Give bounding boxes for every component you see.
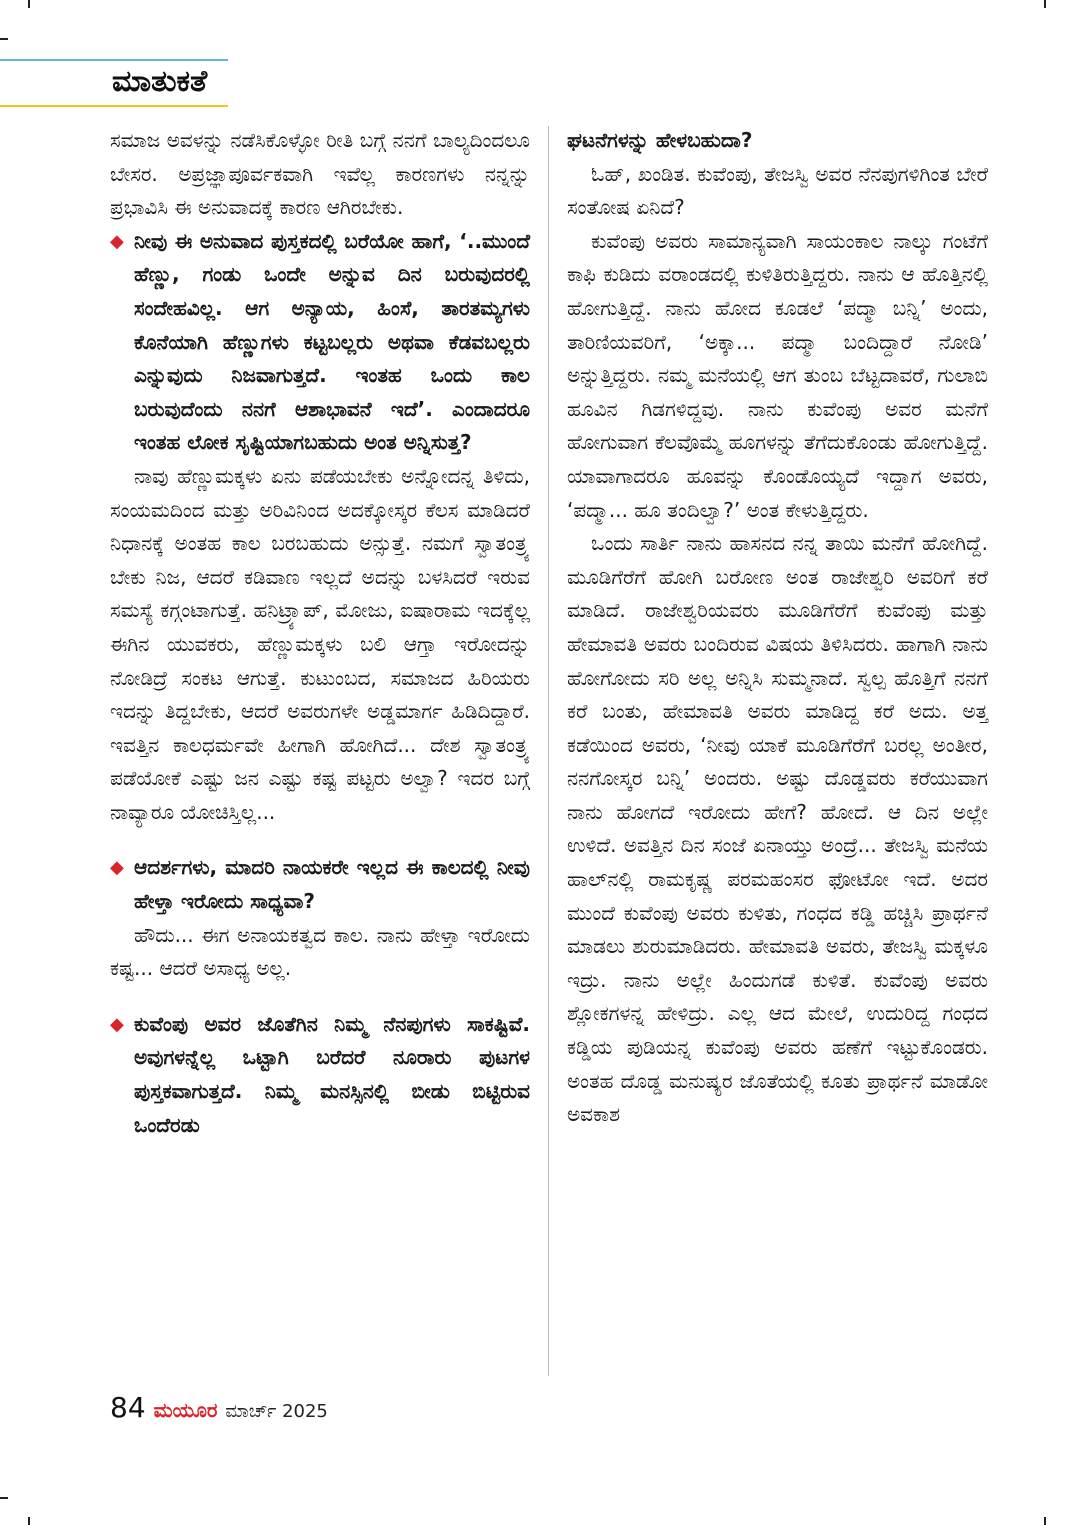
crop-mark-left-bottom bbox=[0, 1497, 8, 1499]
header-rule-bottom bbox=[0, 105, 228, 107]
left-column bbox=[110, 124, 530, 1142]
question-text: ನೀವು ಈ ಅನುವಾದ ಪುಸ್ತಕದಲ್ಲಿ ಬರೆಯೋ ಹಾಗೆ, ‘..ಮುಂದೆ ಹೆಣ್ಣು, ಗಂಡು ಒಂದೇ ಅನ್ನುವ ದಿನ ಬರುವುದರಲ್ಲಿ ಸಂದೇಹವಿಲ್ಲ. ಆಗ ಅನ್ಯಾಯ, ಹಿಂಸೆ, ತಾರತಮ್ಯಗಳು ಕೊನೆಯಾಗಿ ಹೆಣ್ಣುಗಳು ಕಟ್ಟಬಲ್ಲರು ಅಥವಾ ಕೆಡವಬಲ್ಲರು ಎನ್ನುವುದು ನಿಜವಾಗುತ್ತದೆ. ಇಂತಹ ಒಂದು ಕಾಲ ಬರುವುದೆಂದು ನನಗೆ ಆಶಾಭಾವನೆ ಇದೆ’. ಎಂದಾದರೂ ಇಂತಹ ಲೋಕ ಸೃಷ್ಟಿಯಾಗಬಹುದು ಅಂತ ಅನ್ನಿಸುತ್ತ? bbox=[134, 228, 530, 455]
answer-paragraph: ಹೌದು... ಈಗ ಅನಾಯಕತ್ವದ ಕಾಲ. ನಾನು ಹೇಳ್ತಾ ಇರೋದು ಕಷ್ಟ... ಆದರೆ ಅಸಾಧ್ಯ ಅಲ್ಲ. bbox=[110, 922, 530, 981]
answer-paragraph: ಓಹ್, ಖಂಡಿತ. ಕುವೆಂಪು, ತೇಜಸ್ವಿ ಅವರ ನೆನಪುಗಳಿಗಿಂತ ಬೇರೆ ಸಂತೋಷ ಏನಿದೆ? bbox=[567, 161, 988, 220]
crop-mark-top-right bbox=[1044, 0, 1046, 8]
diamond-bullet-icon: ◆ bbox=[110, 1013, 124, 1035]
question-text: ಕುವೆಂಪು ಅವರ ಜೊತೆಗಿನ ನಿಮ್ಮ ನೆನಪುಗಳು ಸಾಕಷ್ಟಿವೆ. ಅವುಗಳನ್ನೆಲ್ಲ ಒಟ್ಟಾಗಿ ಬರೆದರೆ ನೂರಾರು ಪುಟಗಳ ಪುಸ್ತಕವಾಗುತ್ತದೆ. ನಿಮ್ಮ ಮನಸ್ಸಿನಲ್ಲಿ ಬೀಡು ಬಿಟ್ಟಿರುವ ಒಂದೆರಡು bbox=[134, 1011, 530, 1137]
header-rule-top bbox=[0, 59, 228, 61]
column-divider bbox=[548, 126, 549, 1376]
diamond-bullet-icon: ◆ bbox=[110, 857, 124, 879]
issue-date: ಮಾರ್ಚ್ 2025 bbox=[225, 1401, 328, 1422]
paragraph: ಸಮಾಜ ಅವಳನ್ನು ನಡೆಸಿಕೊಳ್ಳೋ ರೀತಿ ಬಗ್ಗೆ ನನಗೆ ಬಾಲ್ಯದಿಂದಲೂ ಬೇಸರ. ಅಪ್ರಜ್ಞಾಪೂರ್ವಕವಾಗಿ ಇವೆಲ್ಲ ಕಾರಣಗಳು ನನ್ನನ್ನು ಪ್ರಭಾವಿಸಿ ಈ ಅನುವಾದಕ್ಕೆ ಕಾರಣ ಆಗಿರಬೇಕು. bbox=[110, 128, 530, 220]
answer-paragraph: ಒಂದು ಸಾರ್ತಿ ನಾನು ಹಾಸನದ ನನ್ನ ತಾಯಿ ಮನೆಗೆ ಹೋಗಿದ್ದೆ. ಮೂಡಿಗೆರೆಗೆ ಹೋಗಿ ಬರೋಣ ಅಂತ ರಾಜೇಶ್ವರಿ ಅವರಿಗೆ ಕರೆ ಮಾಡಿದೆ. ರಾಜೇಶ್ವರಿಯವರು ಮೂಡಿಗೆರೆಗೆ ಕುವೆಂಪು ಮತ್ತು ಹೇಮಾವತಿ ಅವರು ಬಂದಿರುವ ವಿಷಯ ತಿಳಿಸಿದರು. ಹಾಗಾಗಿ ನಾನು ಹೋಗೋದು ಸರಿ ಅಲ್ಲ ಅನ್ನಿಸಿ ಸುಮ್ಮನಾದೆ. ಸ್ವಲ್ಪ ಹೊತ್ತಿಗೆ ನನಗೆ ಕರೆ ಬಂತು, ಹೇಮಾವತಿ ಅವರು ಮಾಡಿದ್ದ ಕರೆ ಅದು. ಅತ್ತ ಕಡೆಯಿಂದ ಅವರು, ‘ನೀವು ಯಾಕೆ ಮೂಡಿಗೆರೆಗೆ ಬರಲ್ಲ ಅಂತೀರ, ನನಗೋಸ್ಕರ ಬನ್ನಿ’ ಅಂದರು. ಅಷ್ಟು ದೊಡ್ಡವರು ಕರೆಯುವಾಗ ನಾನು ಹೋಗದೆ ಇರೋದು ಹೇಗೆ? ಹೋದೆ. ಆ ದಿನ ಅಲ್ಲೇ ಉಳಿದೆ. ಅವತ್ತಿನ ದಿನ ಸಂಜೆ ಏನಾಯ್ತು ಅಂದ್ರೆ... ತೇಜಸ್ವಿ ಮನೆಯ ಹಾಲ್‌ನಲ್ಲಿ ರಾಮಕೃಷ್ಣ ಪರಮಹಂಸರ ಫೋಟೋ ಇದೆ. ಅದರ ಮುಂದೆ ಕುವೆಂಪು ಅವರು ಕುಳಿತು, ಗಂಧದ ಕಡ್ಡಿ ಹಚ್ಚಿಸಿ ಪ್ರಾರ್ಥನೆ ಮಾಡಲು ಶುರುಮಾಡಿದರು. ಹೇಮಾವತಿ ಅವರು, ತೇಜಸ್ವಿ ಮಕ್ಕಳೂ ಇದ್ರು. ನಾನು ಅಲ್ಲೇ ಹಿಂದುಗಡೆ ಕುಳಿತೆ. ಕುವೆಂಪು ಅವರು ಶ್ಲೋಕಗಳನ್ನ ಹೇಳಿದ್ರು. ಎಲ್ಲ ಆದ ಮೇಲೆ, ಉದುರಿದ್ದ ಗಂಧದ ಕಡ್ಡಿಯ ಪುಡಿಯನ್ನ ಕುವೆಂಪು ಅವರು ಹಣೆಗೆ ಇಟ್ಟುಕೊಂಡರು. ಅಂತಹ ದೊಡ್ಡ ಮನುಷ್ಯರ ಜೊತೆಯಲ್ಲಿ ಕೂತು ಪ್ರಾರ್ಥನೆ ಮಾಡೋ ಅವಕಾಶ bbox=[567, 531, 988, 1127]
page-number: 84 bbox=[110, 1391, 146, 1424]
question bbox=[110, 851, 530, 918]
crop-mark-bottom-right bbox=[1044, 1517, 1046, 1525]
question-continuation: ಘಟನೆಗಳನ್ನು ಹೇಳಬಹುದಾ? bbox=[567, 128, 753, 152]
crop-mark-left-top bbox=[0, 38, 8, 40]
section-title: ಮಾತುಕತೆ bbox=[112, 64, 208, 99]
answer-paragraph: ನಾವು ಹೆಣ್ಣುಮಕ್ಕಳು ಏನು ಪಡೆಯಬೇಕು ಅನ್ನೋದನ್ನ ತಿಳಿದು, ಸಂಯಮದಿಂದ ಮತ್ತು ಅರಿವಿನಿಂದ ಅದಕ್ಕೋಸ್ಕರ ಕೆಲಸ ಮಾಡಿದರೆ ನಿಧಾನಕ್ಕೆ ಅಂತಹ ಕಾಲ ಬರಬಹುದು ಅನ್ಸುತ್ತೆ. ನಮಗೆ ಸ್ವಾತಂತ್ರ್ಯ ಬೇಕು ನಿಜ, ಆದರೆ ಕಡಿವಾಣ ಇಲ್ಲದೆ ಅದನ್ನು ಬಳಸಿದರೆ ಇರುವ ಸಮಸ್ಯೆ ಕಗ್ಗಂಟಾಗುತ್ತೆ. ಹನಿಟ್ರ್ಯಾಪ್, ಮೋಜು, ಐಷಾರಾಮ ಇದಕ್ಕೆಲ್ಲ ಈಗಿನ ಯುವಕರು, ಹೆಣ್ಣುಮಕ್ಕಳು ಬಲಿ ಆಗ್ತಾ ಇರೋದನ್ನು ನೋಡಿದ್ರೆ ಸಂಕಟ ಆಗುತ್ತೆ. ಕುಟುಂಬದ, ಸಮಾಜದ ಹಿರಿಯರು ಇದನ್ನು ತಿದ್ದಬೇಕು, ಆದರೆ ಅವರುಗಳೇ ಅಡ್ಡಮಾರ್ಗ ಹಿಡಿದಿದ್ದಾರೆ. ಇವತ್ತಿನ ಕಾಲಧರ್ಮವೇ ಹೀಗಾಗಿ ಹೋಗಿದೆ... ದೇಶ ಸ್ವಾತಂತ್ರ್ಯ ಪಡೆಯೋಕೆ ಎಷ್ಟು ಜನ ಎಷ್ಟು ಕಷ್ಟ ಪಟ್ಟರು ಅಲ್ವಾ? ಇದರ ಬಗ್ಗೆ ನಾವ್ಯಾರೂ ಯೋಚಿಸ್ತಿಲ್ಲ... bbox=[110, 463, 530, 824]
question bbox=[110, 225, 530, 460]
page-footer bbox=[110, 1391, 328, 1427]
diamond-bullet-icon: ◆ bbox=[110, 230, 124, 252]
answer-paragraph: ಕುವೆಂಪು ಅವರು ಸಾಮಾನ್ಯವಾಗಿ ಸಾಯಂಕಾಲ ನಾಲ್ಕು ಗಂಟೆಗೆ ಕಾಫಿ ಕುಡಿದು ವರಾಂಡದಲ್ಲಿ ಕುಳಿತಿರುತ್ತಿದ್ದರು. ನಾನು ಆ ಹೊತ್ತಿನಲ್ಲಿ ಹೋಗುತ್ತಿದ್ದೆ. ನಾನು ಹೋದ ಕೂಡಲೆ ‘ಪದ್ಮಾ ಬನ್ನಿ’ ಅಂದು, ತಾರಿಣಿಯವರಿಗೆ, ‘ಅಕ್ಕಾ... ಪದ್ಮಾ ಬಂದಿದ್ದಾರೆ ನೋಡಿ’ ಅನ್ನುತ್ತಿದ್ದರು. ನಮ್ಮ ಮನೆಯಲ್ಲಿ ಆಗ ತುಂಬ ಬೆಟ್ಟದಾವರೆ, ಗುಲಾಬಿ ಹೂವಿನ ಗಿಡಗಳಿದ್ದವು. ನಾನು ಕುವೆಂಪು ಅವರ ಮನೆಗೆ ಹೋಗುವಾಗ ಕೆಲವೊಮ್ಮೆ ಹೂಗಳನ್ನು ತೆಗೆದುಕೊಂಡು ಹೋಗುತ್ತಿದ್ದೆ. ಯಾವಾಗಾದರೂ ಹೂವನ್ನು ಕೊಂಡೊಯ್ಯದೆ ಇದ್ದಾಗ ಅವರು, ‘ಪದ್ಮಾ... ಹೂ ತಂದಿಲ್ವಾ?’ ಅಂತ ಕೇಳುತ್ತಿದ್ದರು. bbox=[567, 228, 988, 522]
question-text: ಆದರ್ಶಗಳು, ಮಾದರಿ ನಾಯಕರೇ ಇಲ್ಲದ ಈ ಕಾಲದಲ್ಲಿ ನೀವು ಹೇಳ್ತಾ ಇರೋದು ಸಾಧ್ಯವಾ? bbox=[134, 855, 530, 914]
question bbox=[110, 1008, 530, 1142]
right-column bbox=[567, 124, 988, 1132]
crop-mark-top-left bbox=[28, 0, 30, 8]
magazine-logo: ಮಯೂರ bbox=[153, 1398, 218, 1422]
crop-mark-bottom-left bbox=[28, 1517, 30, 1525]
